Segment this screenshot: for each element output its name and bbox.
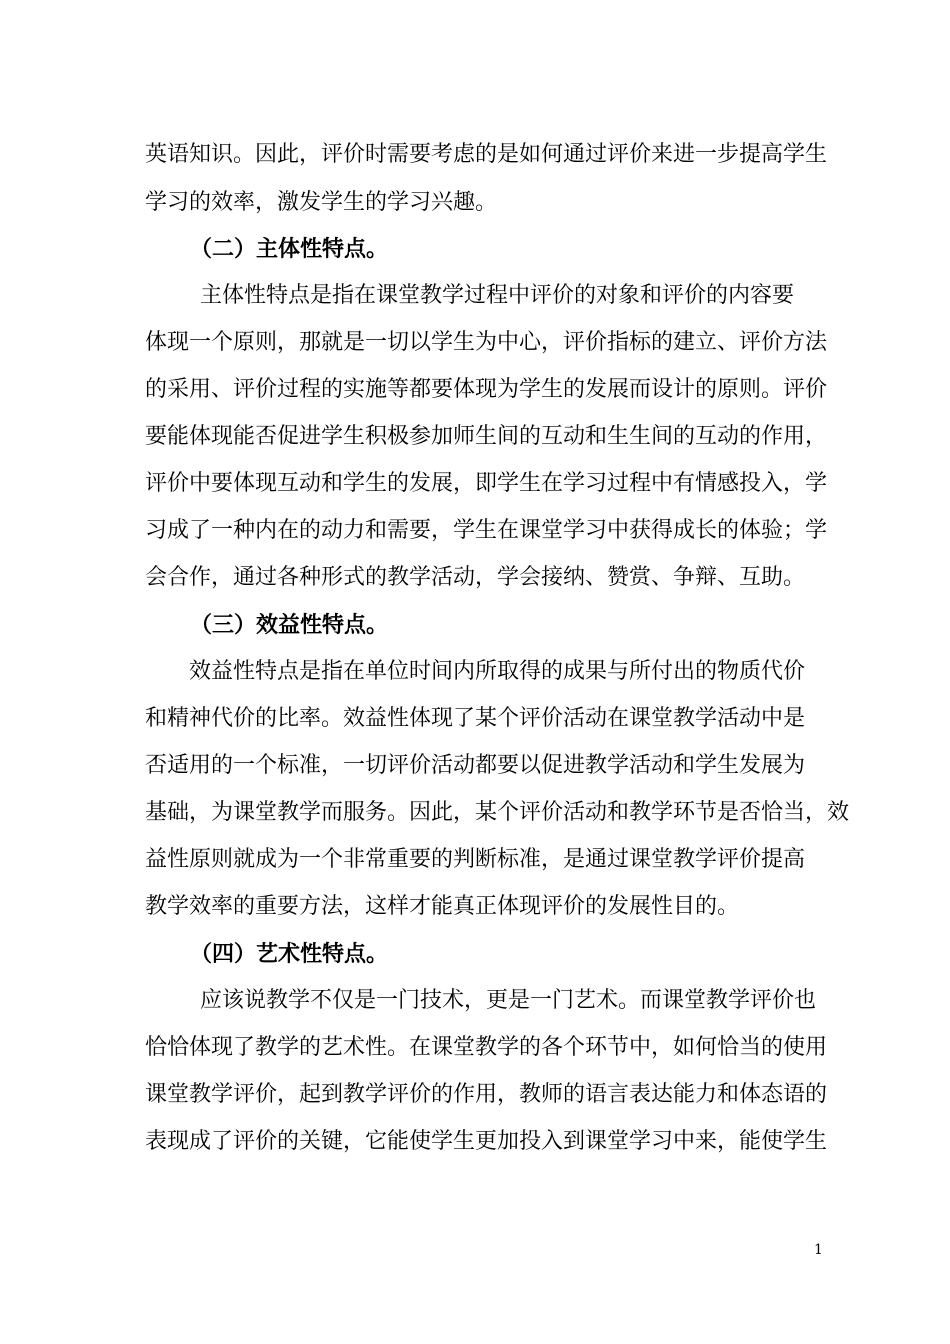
section-heading-2: （二）主体性特点。: [190, 236, 389, 262]
body-text-line: 会合作，通过各种形式的教学活动，学会接纳、赞赏、争辩、互助。: [145, 565, 806, 590]
section-heading-3: （三）效益性特点。: [190, 612, 389, 638]
body-text-line: 恰恰体现了教学的艺术性。在课堂教学的各个环节中，如何恰当的使用: [145, 1035, 828, 1060]
body-text-line: 体现一个原则，那就是一切以学生为中心，评价指标的建立、评价方法: [145, 330, 828, 355]
body-text-line: 评价中要体现互动和学生的发展，即学生在学习过程中有情感投入，学: [145, 471, 828, 496]
body-text-line: 课堂教学评价，起到教学评价的作用，教师的语言表达能力和体态语的: [145, 1082, 828, 1107]
body-text-line: 效益性特点是指在单位时间内所取得的成果与所付出的物质代价: [189, 659, 806, 684]
body-text-line: 习成了一种内在的动力和需要，学生在课堂学习中获得成长的体验；学: [145, 518, 828, 543]
body-text-line: 否适用的一个标准，一切评价活动都要以促进教学活动和学生发展为: [145, 753, 806, 778]
page-number: 1: [814, 1242, 823, 1258]
body-text-line: 和精神代价的比率。效益性体现了某个评价活动在课堂教学活动中是: [145, 706, 806, 731]
section-heading-4: （四）艺术性特点。: [190, 941, 389, 967]
body-text-line: 应该说教学不仅是一门技术，更是一门艺术。而课堂教学评价也: [200, 988, 817, 1013]
body-text-line: 教学效率的重要方法，这样才能真正体现评价的发展性目的。: [145, 894, 740, 919]
body-text-line: 学习的效率，激发学生的学习兴趣。: [145, 190, 498, 215]
body-text-line: 要能体现能否促进学生积极参加师生间的互动和生生间的互动的作用，: [145, 424, 828, 449]
body-text-line: 英语知识。因此，评价时需要考虑的是如何通过评价来进一步提高学生: [145, 142, 828, 167]
body-text-line: 主体性特点是指在课堂教学过程中评价的对象和评价的内容要: [200, 283, 795, 308]
body-text-line: 益性原则就成为一个非常重要的判断标准，是通过课堂教学评价提高: [145, 847, 806, 872]
body-text-line: 基础，为课堂教学而服务。因此，某个评价活动和教学环节是否恰当，效: [145, 800, 850, 825]
body-text-line: 的采用、评价过程的实施等都要体现为学生的发展而设计的原则。评价: [145, 377, 828, 402]
body-text-line: 表现成了评价的关键，它能使学生更加投入到课堂学习中来，能使学生: [145, 1129, 828, 1154]
